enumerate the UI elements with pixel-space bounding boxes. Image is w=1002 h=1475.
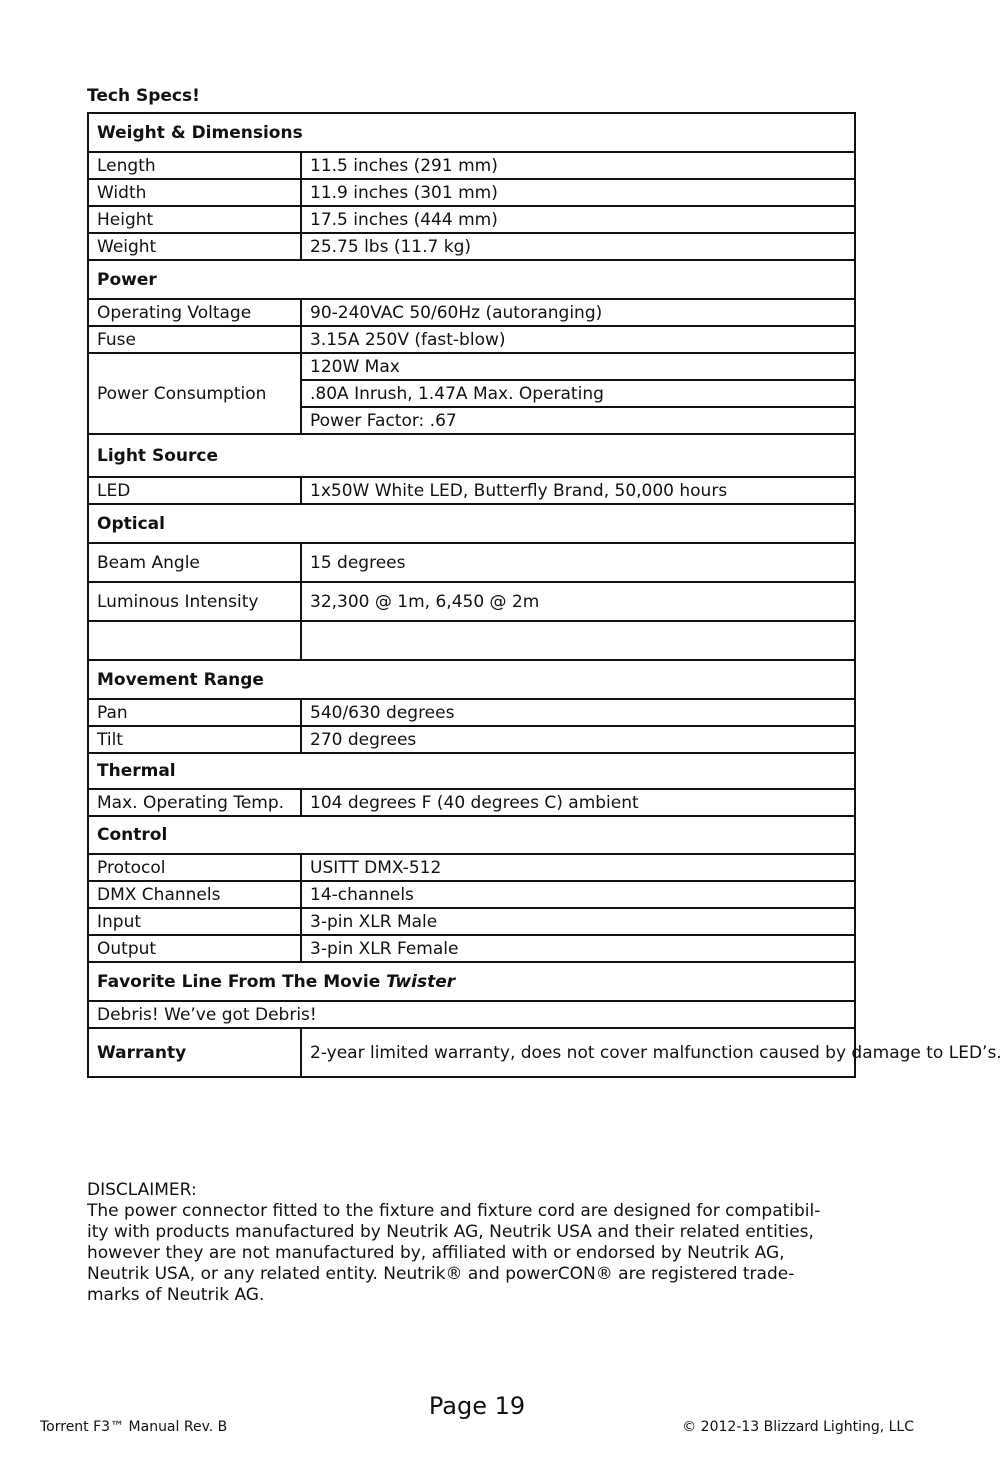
- spec-label-power-consumption: Power Consumption: [88, 353, 301, 434]
- footer-manual-title: Torrent F3™ Manual Rev. B: [40, 1419, 228, 1435]
- table-row: [88, 582, 855, 621]
- spec-value: USITT DMX-512: [301, 854, 855, 881]
- table-row: [88, 152, 855, 179]
- table-row: [88, 726, 855, 753]
- spec-value: 11.5 inches (291 mm): [301, 152, 855, 179]
- section-header-power: Power: [88, 260, 855, 299]
- spec-label: Max. Operating Temp.: [88, 789, 301, 816]
- table-row: [88, 326, 855, 353]
- spec-label: Luminous Intensity: [88, 582, 301, 621]
- spec-value: 3-pin XLR Male: [301, 908, 855, 935]
- spec-label: Protocol: [88, 854, 301, 881]
- spec-value: 15 degrees: [301, 543, 855, 582]
- table-row: [88, 1001, 855, 1028]
- spec-value: 270 degrees: [301, 726, 855, 753]
- disclaimer-line: however they are not manufactured by, affiliated with or endorsed by Neutrik AG,: [87, 1243, 785, 1263]
- spec-label: Output: [88, 935, 301, 962]
- table-row: [88, 206, 855, 233]
- spec-value: 17.5 inches (444 mm): [301, 206, 855, 233]
- spec-value: 3-pin XLR Female: [301, 935, 855, 962]
- spec-label: Beam Angle: [88, 543, 301, 582]
- disclaimer-line: ity with products manufactured by Neutrik AG, Neutrik USA and their related entities,: [87, 1222, 814, 1242]
- section-header-optical: Optical: [88, 504, 855, 543]
- spec-label: Height: [88, 206, 301, 233]
- table-row: [88, 477, 855, 504]
- table-row: [88, 353, 855, 380]
- tech-specs-table: [87, 112, 1002, 1078]
- disclaimer: [87, 1180, 862, 1306]
- warranty-label: Warranty: [88, 1028, 301, 1077]
- spec-label: Weight: [88, 233, 301, 260]
- favorite-line-text: Debris! We’ve got Debris!: [88, 1001, 855, 1028]
- spec-value: 11.9 inches (301 mm): [301, 179, 855, 206]
- spec-value: Power Factor: .67: [301, 407, 855, 434]
- table-row: [88, 1028, 855, 1077]
- page-title: Tech Specs!: [87, 86, 200, 106]
- section-header-favorite-line: [88, 962, 855, 1001]
- section-header-control: Control: [88, 816, 855, 854]
- empty-cell: [88, 621, 301, 660]
- spec-label: Fuse: [88, 326, 301, 353]
- section-header-light-source: Light Source: [88, 434, 855, 477]
- spec-value: 120W Max: [301, 353, 855, 380]
- warranty-value: 2-year limited warranty, does not cover malfunction caused by damage to LED’s.: [301, 1028, 855, 1077]
- section-header-movement-range: Movement Range: [88, 660, 855, 699]
- spec-value: 540/630 degrees: [301, 699, 855, 726]
- spec-label: Pan: [88, 699, 301, 726]
- disclaimer-line: marks of Neutrik AG.: [87, 1285, 265, 1305]
- favorite-header-movie: Twister: [386, 971, 456, 992]
- table-row: [88, 935, 855, 962]
- table-row: [88, 908, 855, 935]
- disclaimer-line: Neutrik USA, or any related entity. Neutrik® and powerCON® are registered trade-: [87, 1264, 795, 1284]
- spec-label: Input: [88, 908, 301, 935]
- table-row: [88, 233, 855, 260]
- favorite-header-prefix: Favorite Line From The Movie: [97, 971, 387, 992]
- disclaimer-line: The power connector fitted to the fixture and fixture cord are designed for compatibil-: [87, 1201, 821, 1221]
- spec-label: Width: [88, 179, 301, 206]
- footer-copyright: © 2012-13 Blizzard Lighting, LLC: [682, 1419, 914, 1435]
- spec-label: LED: [88, 477, 301, 504]
- disclaimer-heading: DISCLAIMER:: [87, 1180, 197, 1200]
- table-row: [88, 789, 855, 816]
- table-row: [88, 699, 855, 726]
- section-header-weight-dimensions: Weight & Dimensions: [88, 113, 855, 152]
- table-row: [88, 179, 855, 206]
- empty-cell: [301, 621, 855, 660]
- spec-value: .80A Inrush, 1.47A Max. Operating: [301, 380, 855, 407]
- spec-value: 25.75 lbs (11.7 kg): [301, 233, 855, 260]
- spec-value: 3.15A 250V (fast-blow): [301, 326, 855, 353]
- spec-value: 90-240VAC 50/60Hz (autoranging): [301, 299, 855, 326]
- table-row: [88, 881, 855, 908]
- spec-label: Operating Voltage: [88, 299, 301, 326]
- spec-label: Tilt: [88, 726, 301, 753]
- section-header-thermal: Thermal: [88, 753, 855, 789]
- spec-value: 104 degrees F (40 degrees C) ambient: [301, 789, 855, 816]
- page-number: Page 19: [428, 1392, 526, 1420]
- table-row: [88, 543, 855, 582]
- table-row: [88, 621, 855, 660]
- spec-value: 14-channels: [301, 881, 855, 908]
- spec-value: 32,300 @ 1m, 6,450 @ 2m: [301, 582, 855, 621]
- table-row: [88, 854, 855, 881]
- spec-value: 1x50W White LED, Butterfly Brand, 50,000 hours: [301, 477, 855, 504]
- spec-label: Length: [88, 152, 301, 179]
- spec-label: DMX Channels: [88, 881, 301, 908]
- table-row: [88, 299, 855, 326]
